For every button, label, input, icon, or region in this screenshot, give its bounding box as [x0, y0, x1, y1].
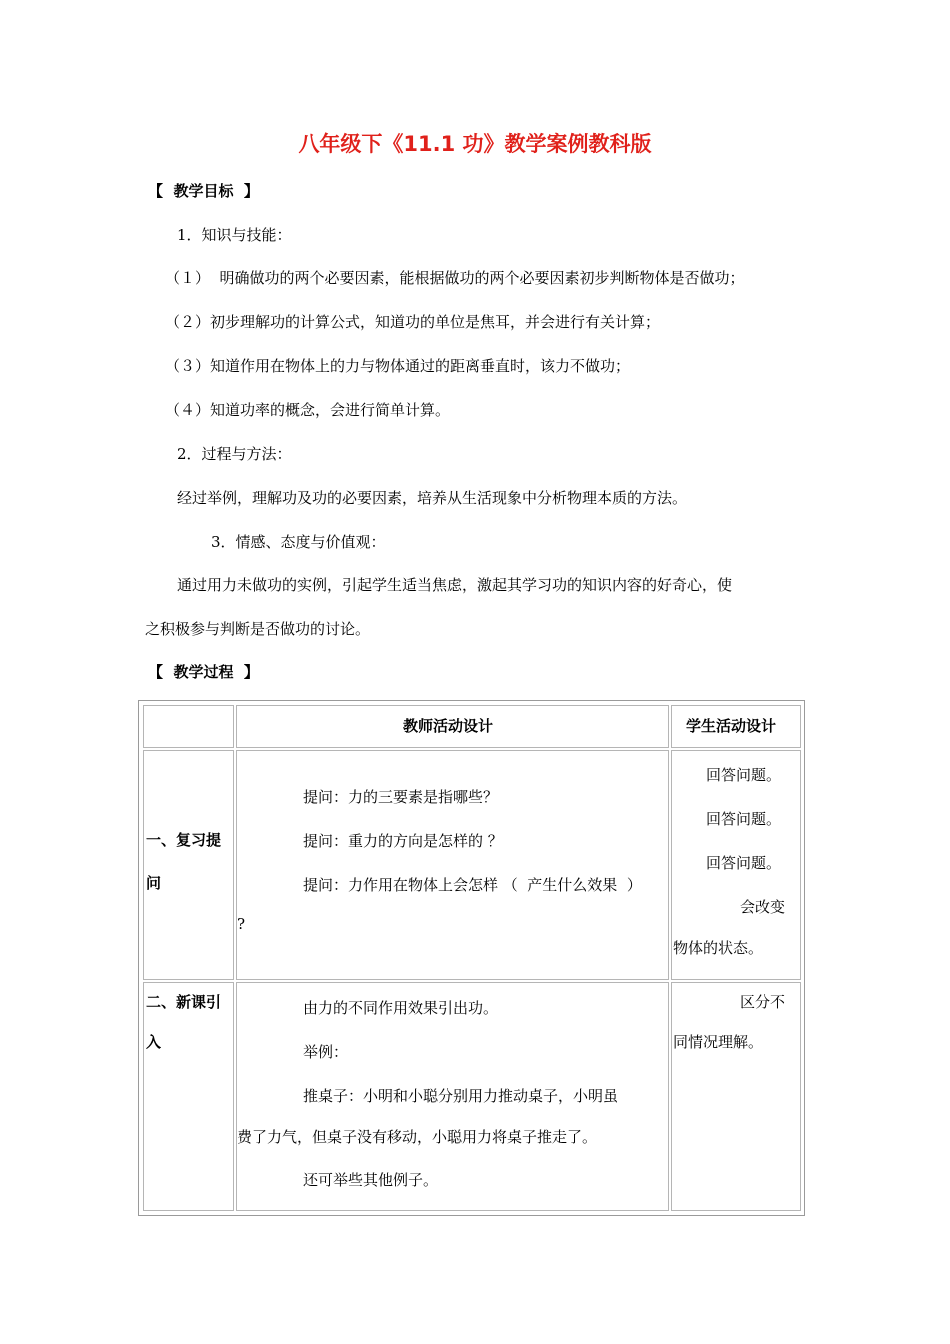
- row1-student-cell: [671, 750, 801, 980]
- header-student-label: 学生活动设计: [686, 717, 777, 735]
- row1-teacher-line: ?: [237, 915, 246, 933]
- row1-student-line: 会改变: [740, 898, 786, 916]
- row2-teacher-line: 举例：: [303, 1043, 349, 1061]
- document-title: 八年级下《11.1 功》教学案例教科版: [298, 132, 652, 156]
- row2-stage-label-line1: 二、新课引: [146, 993, 222, 1011]
- row1-stage-cell: [143, 750, 234, 980]
- row2-teacher-line: 还可举些其他例子。: [303, 1171, 439, 1189]
- emotion-text-line2: 之积极参与判断是否做功的讨论。: [145, 620, 371, 638]
- row2-student-cell: [671, 982, 801, 1211]
- knowledge-item: （４）知道功率的概念，会进行简单计算。: [165, 401, 451, 419]
- row1-teacher-line: 提问：重力的方向是怎样的 ？: [303, 832, 503, 850]
- row1-teacher-line: 提问：力的三要素是指哪些？: [303, 788, 499, 806]
- emotion-title: 3．情感、态度与价值观：: [211, 533, 386, 551]
- row1-student-line: 回答问题。: [706, 810, 782, 828]
- knowledge-title: 1．知识与技能：: [177, 226, 292, 244]
- emotion-text-line1: 通过用力未做功的实例，引起学生适当焦虑，激起其学习功的知识内容的好奇心，使: [177, 576, 733, 594]
- row2-teacher-line: 由力的不同作用效果引出功。: [303, 999, 499, 1017]
- process-heading: 【 教学过程 】: [148, 663, 259, 681]
- header-cell-student: [671, 705, 801, 748]
- row2-teacher-line: 推桌子：小明和小聪分别用力推动桌子，小明虽: [303, 1087, 619, 1105]
- row1-stage-label-line1: 一、复习提: [146, 831, 222, 849]
- row1-teacher-line: 提问：力作用在物体上会怎样 （ 产生什么效果 ）: [303, 876, 642, 894]
- row2-stage-label-line2: 入: [146, 1033, 162, 1051]
- row1-teacher-cell: [236, 750, 669, 980]
- row1-stage-label-line2: 问: [146, 874, 162, 892]
- row2-student-line: 同情况理解。: [673, 1033, 764, 1051]
- knowledge-item: （１） 明确做功的两个必要因素，能根据做功的两个必要因素初步判断物体是否做功；: [165, 269, 745, 287]
- header-cell-teacher: [236, 705, 669, 748]
- row1-student-line: 回答问题。: [706, 854, 782, 872]
- row2-stage-cell: [143, 982, 234, 1211]
- header-cell-stage: [143, 705, 234, 748]
- row2-teacher-cell: [236, 982, 669, 1211]
- process-method-title: 2．过程与方法：: [177, 445, 292, 463]
- header-teacher-label: 教师活动设计: [403, 717, 494, 735]
- knowledge-item: （３）知道作用在物体上的力与物体通过的距离垂直时，该力不做功；: [165, 357, 631, 375]
- process-method-text: 经过举例，理解功及功的必要因素，培养从生活现象中分析物理本质的方法。: [177, 489, 688, 507]
- row2-teacher-line: 费了力气，但桌子没有移动，小聪用力将桌子推走了。: [237, 1128, 598, 1146]
- teaching-process-table: [138, 700, 805, 1216]
- row1-student-line: 物体的状态。: [673, 939, 764, 957]
- row2-student-line: 区分不: [740, 993, 786, 1011]
- knowledge-item: （２）初步理解功的计算公式，知道功的单位是焦耳，并会进行有关计算；: [165, 313, 661, 331]
- row1-student-line: 回答问题。: [706, 766, 782, 784]
- goals-heading: 【 教学目标 】: [148, 182, 259, 200]
